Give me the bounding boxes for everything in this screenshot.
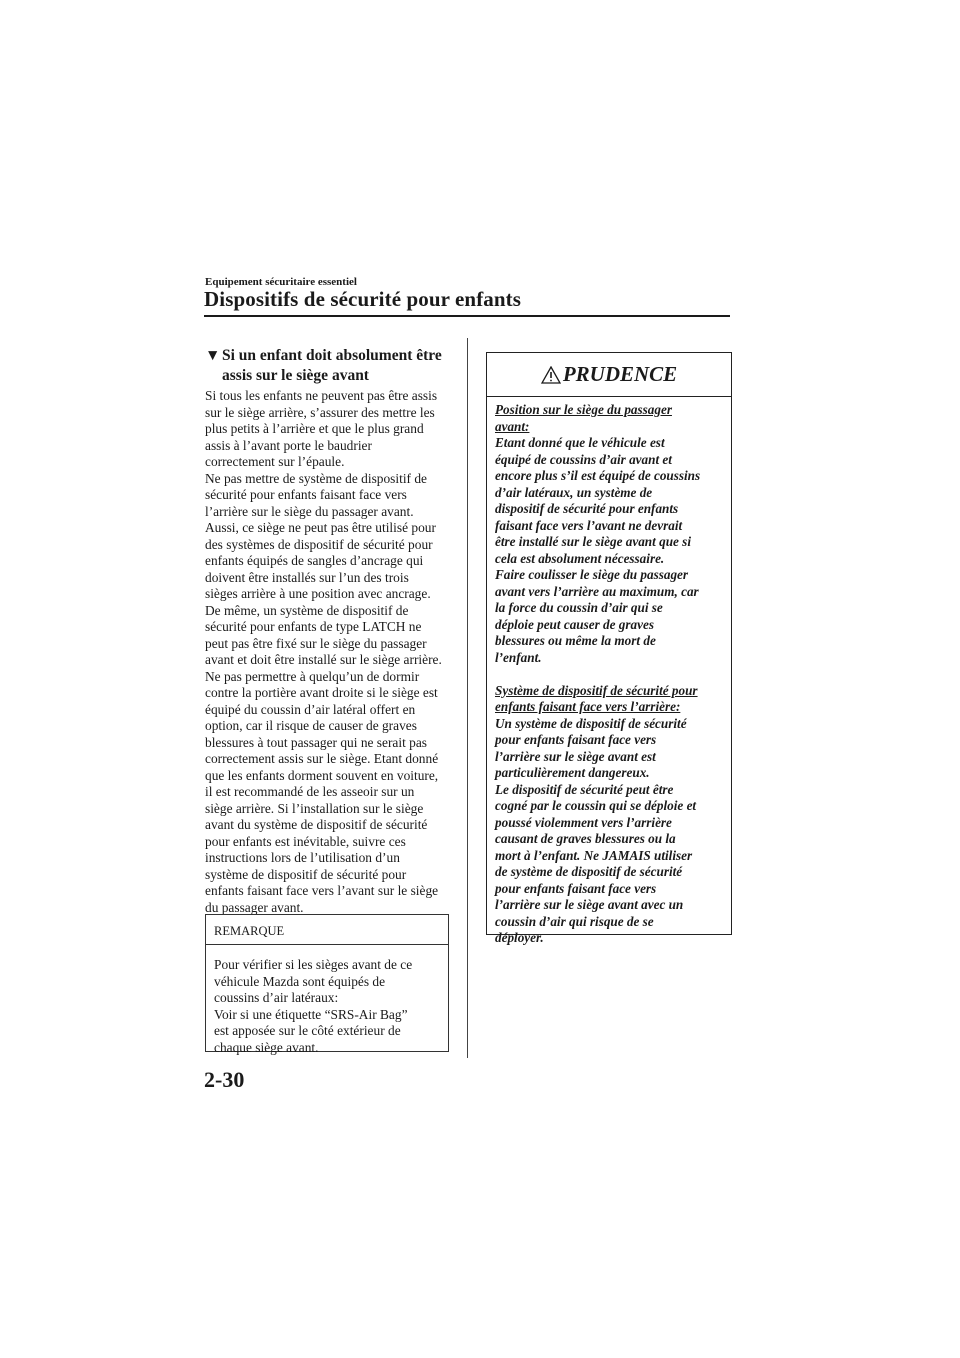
page-number: 2-30 <box>204 1067 245 1092</box>
remarque-box <box>205 914 449 1055</box>
body-line: sièges arrière à une position avec ancrage. <box>205 586 431 601</box>
prudence-line: de système de dispositif de sécurité <box>495 864 683 879</box>
remarque-line: véhicule Mazda sont équipés de <box>214 973 386 989</box>
prudence-line: déploie peut causer de graves <box>495 616 654 632</box>
body-line: du passager avant. <box>205 899 304 915</box>
prudence-line: pour enfants faisant face vers <box>495 732 657 747</box>
section-label: Equipement sécuritaire essentiel <box>205 276 357 288</box>
prudence-line: Etant donné que le véhicule est <box>495 435 665 450</box>
body-text <box>205 388 460 916</box>
triangle-down-icon: ▼ <box>205 347 221 364</box>
body-line: avant et doit être installé sur le siège arrière. <box>205 652 442 667</box>
prudence-heading-2 <box>495 683 725 716</box>
prudence-line: pour enfants faisant face vers <box>495 880 657 896</box>
body-line: Si tous les enfants ne peuvent pas être assis <box>205 388 438 403</box>
prudence-paragraph-2 <box>495 716 725 947</box>
prudence-line: blessures ou même la mort de <box>495 633 656 648</box>
body-line: instructions lors de l’utilisation d’un <box>205 850 400 865</box>
column-divider <box>467 338 468 1058</box>
warning-icon <box>541 366 561 384</box>
prudence-line: l’enfant. <box>495 649 542 665</box>
prudence-line: Un système de dispositif de sécurité <box>495 715 687 731</box>
body-line: De même, un système de dispositif de <box>205 602 409 618</box>
body-line: contre la portière avant droite si le siège est <box>205 685 438 700</box>
prudence-header <box>487 353 731 396</box>
prudence-line: déployer. <box>495 930 544 945</box>
body-line: Ne pas permettre à quelqu’un de dormir <box>205 668 420 684</box>
body-line: blessures à tout passager qui ne serait pas <box>205 734 427 750</box>
remarque-body <box>206 945 448 1056</box>
prudence-heading-1 <box>495 402 725 435</box>
prudence-title: PRUDENCE <box>562 362 678 386</box>
prudence-line: l’arrière sur le siège avant est <box>495 748 656 764</box>
body-line: peut pas être fixé sur le siège du passager <box>205 635 427 651</box>
body-line: plus petits à l’arrière et que le plus grand <box>205 421 424 436</box>
prudence-line: faisant face vers l’avant ne devrait <box>495 517 683 533</box>
prudence-line: coussin d’air qui risque de se <box>495 913 654 929</box>
prudence-line: cela est absolument nécessaire. <box>495 550 665 566</box>
body-line: que les enfants dorment souvent en voiture, <box>205 767 439 783</box>
prudence-heading-line: Position sur le siège du passager <box>495 402 672 417</box>
body-line: pour enfants est inévitable, suivre ces <box>205 833 406 849</box>
prudence-line: l’arrière sur le siège avant avec un <box>495 897 684 912</box>
prudence-line: encore plus s’il est équipé de coussins <box>495 468 701 483</box>
prudence-heading-line: Système de dispositif de sécurité pour <box>495 682 698 698</box>
body-line: l’arrière sur le siège du passager avant. <box>205 503 414 519</box>
prudence-paragraph-1 <box>495 435 725 666</box>
title-rule <box>204 315 730 317</box>
body-line: des systèmes de dispositif de sécurité pour <box>205 536 433 552</box>
prudence-line: dispositif de sécurité pour enfants <box>495 501 679 516</box>
prudence-body <box>487 397 731 947</box>
remarque-title: REMARQUE <box>214 924 285 938</box>
body-line: enfants faisant face vers l’avant sur le siège <box>205 883 439 898</box>
remarque-line: coussins d’air latéraux: <box>214 990 339 1005</box>
page-title: Dispositifs de sécurité pour enfants <box>204 287 522 311</box>
prudence-heading-line: enfants faisant face vers l’arrière: <box>495 699 681 714</box>
remarque-line: Voir si une étiquette “SRS-Air Bag” <box>214 1006 408 1022</box>
prudence-line: Faire coulisser le siège du passager <box>495 567 689 582</box>
prudence-line: mort à l’enfant. Ne JAMAIS utiliser <box>495 847 693 863</box>
prudence-line: la force du coussin d’air qui se <box>495 600 663 615</box>
body-line: correctement assis sur le siège. Etant donné <box>205 751 439 766</box>
body-line: option, car il risque de causer de graves <box>205 718 417 733</box>
remarque-line: est apposée sur le côté extérieur de <box>214 1023 401 1038</box>
body-line: sécurité pour enfants de type LATCH ne <box>205 619 422 634</box>
prudence-line: équipé de coussins d’air avant et <box>495 451 672 467</box>
subheading <box>205 346 465 386</box>
body-line: siège arrière. Si l’installation sur le siège <box>205 800 424 816</box>
prudence-line: Le dispositif de sécurité peut être <box>495 781 674 797</box>
remarque-line: Pour vérifier si les sièges avant de ce <box>214 957 413 972</box>
prudence-line: être installé sur le siège avant que si <box>495 534 691 549</box>
body-line: assis à l’avant porte le baudrier <box>205 437 372 453</box>
body-line: sur le siège arrière, s’assurer des mettre les <box>205 404 435 420</box>
body-line: correctement sur l’épaule. <box>205 454 345 469</box>
body-line: doivent être installés sur l’un des trois <box>205 569 409 585</box>
prudence-box <box>486 352 732 945</box>
body-line: enfants équipés de sangles d’ancrage qui <box>205 553 424 568</box>
body-line: avant du système de dispositif de sécurité <box>205 817 428 832</box>
body-line: sécurité pour enfants faisant face vers <box>205 487 407 502</box>
prudence-line: poussé violemment vers l’arrière <box>495 814 672 830</box>
prudence-heading-line: avant: <box>495 418 530 434</box>
body-line: Aussi, ce siège ne peut pas être utilisé pour <box>205 520 436 535</box>
body-line: équipé du coussin d’air latéral offert en <box>205 701 416 717</box>
prudence-line: causant de graves blessures ou la <box>495 831 676 846</box>
remarque-line: chaque siège avant. <box>214 1039 319 1055</box>
subheading-line-2: assis sur le siège avant <box>222 367 369 384</box>
prudence-line: particulièrement dangereux. <box>495 765 650 780</box>
prudence-line: cogné par le coussin qui se déploie et <box>495 798 697 813</box>
prudence-line: avant vers l’arrière au maximum, car <box>495 583 699 599</box>
prudence-line: d’air latéraux, un système de <box>495 484 653 500</box>
body-line: système de dispositif de sécurité pour <box>205 866 407 882</box>
body-line: il est recommandé de les asseoir sur un <box>205 784 415 799</box>
subheading-line-1: Si un enfant doit absolument être <box>222 347 442 364</box>
body-line: Ne pas mettre de système de dispositif de <box>205 470 428 486</box>
